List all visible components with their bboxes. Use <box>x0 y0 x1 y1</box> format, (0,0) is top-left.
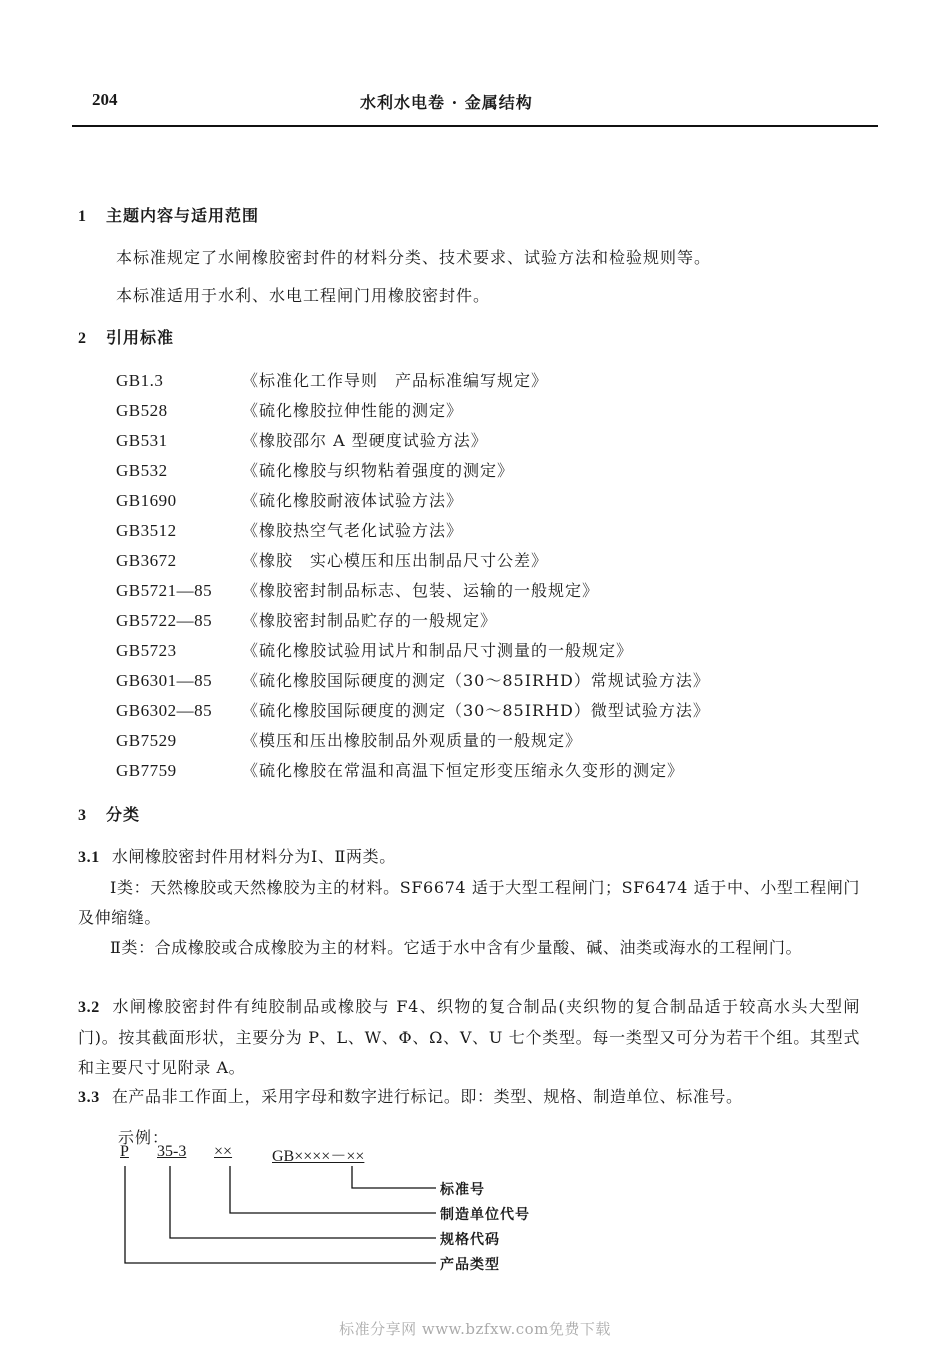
reference-title: 《硫化橡胶耐液体试验方法》 <box>242 491 464 510</box>
section-2-title: 引用标准 <box>106 328 175 347</box>
reference-title: 《标准化工作导则 产品标准编写规定》 <box>242 371 549 390</box>
reference-title: 《硫化橡胶在常温和高温下恒定形变压缩永久变形的测定》 <box>242 761 685 780</box>
reference-code: GB5722—85 <box>116 611 213 630</box>
reference-title: 《硫化橡胶拉伸性能的测定》 <box>242 401 464 420</box>
reference-title: 《橡胶邵尔 A 型硬度试验方法》 <box>242 431 488 450</box>
reference-title: 《硫化橡胶国际硬度的测定（30～85IRHD）常规试验方法》 <box>242 671 710 690</box>
reference-code: GB1.3 <box>116 371 164 390</box>
reference-code: GB3512 <box>116 521 177 540</box>
section-1-paragraph-2: 本标准适用于水利、水电工程闸门用橡胶密封件。 <box>116 286 491 305</box>
reference-code: GB5723 <box>116 641 177 660</box>
clause-3-1-type-1: Ⅰ类：天然橡胶或天然橡胶为主的材料。SF6674 适于大型工程闸门；SF6474 适于中、小型工程闸门及伸缩缝。 <box>78 878 860 927</box>
reference-code: GB6302—85 <box>116 701 213 720</box>
clause-3-2-number: 3.2 <box>78 999 100 1016</box>
clause-3-1-text: 水闸橡胶密封件用材料分为Ⅰ、Ⅱ两类。 <box>111 847 396 866</box>
leader-spec-code <box>170 1166 436 1238</box>
watermark: 标准分享网 www.bzfxw.com免费下载 <box>339 1320 611 1338</box>
reference-code: GB7759 <box>116 761 177 780</box>
section-1-paragraph-1: 本标准规定了水闸橡胶密封件的材料分类、技术要求、试验方法和检验规则等。 <box>116 248 712 267</box>
reference-title: 《硫化橡胶与织物粘着强度的测定》 <box>242 461 515 480</box>
section-3-number: 3 <box>78 807 87 824</box>
clause-3-3-text: 在产品非工作面上，采用字母和数字进行标记。即：类型、规格、制造单位、标准号。 <box>111 1087 743 1106</box>
label-standard-number: 标准号 <box>440 1182 485 1198</box>
reference-code: GB528 <box>116 401 168 420</box>
reference-code: GB5721—85 <box>116 581 213 600</box>
section-1-number: 1 <box>78 208 87 225</box>
reference-code: GB3672 <box>116 551 177 570</box>
example-spec-code: 35-3 <box>157 1143 187 1160</box>
reference-code: GB532 <box>116 461 168 480</box>
leader-standard-number <box>352 1166 436 1188</box>
reference-code: GB6301—85 <box>116 671 213 690</box>
example-type-code: P <box>120 1143 129 1160</box>
section-3-title: 分类 <box>106 805 141 824</box>
section-2-number: 2 <box>78 330 87 347</box>
reference-code: GB1690 <box>116 491 177 510</box>
reference-title: 《橡胶热空气老化试验方法》 <box>242 521 464 540</box>
page-number: 204 <box>92 90 118 109</box>
running-title: 水利水电卷 · 金属结构 <box>360 93 533 112</box>
reference-title: 《橡胶密封制品贮存的一般规定》 <box>242 611 498 630</box>
section-1-title: 主题内容与适用范围 <box>106 206 260 225</box>
reference-title: 《橡胶 实心模压和压出制品尺寸公差》 <box>242 551 549 570</box>
label-product-type: 产品类型 <box>440 1257 500 1273</box>
clause-3-3-number: 3.3 <box>78 1089 100 1106</box>
clause-3-1-type-2: Ⅱ类：合成橡胶或合成橡胶为主的材料。它适于水中含有少量酸、碱、油类或海水的工程闸门。 <box>110 938 803 957</box>
clause-3-2-text: 水闸橡胶密封件有纯胶制品或橡胶与 F4、织物的复合制品(夹织物的复合制品适于较高水头大型闸门)。按其截面形状，主要分为 P、L、W、Φ、Ω、V、U 七个类型。每一类型又可分为若干个组。其型式和主要尺寸见附录 A。 <box>78 997 860 1077</box>
leader-manufacturer-code <box>230 1166 436 1213</box>
reference-title: 《硫化橡胶国际硬度的测定（30～85IRHD）微型试验方法》 <box>242 701 710 720</box>
leader-product-type <box>125 1166 436 1263</box>
label-manufacturer-code: 制造单位代号 <box>440 1207 530 1223</box>
reference-code: GB531 <box>116 431 168 450</box>
example-label: 示例： <box>118 1128 170 1147</box>
reference-title: 《硫化橡胶试验用试片和制品尺寸测量的一般规定》 <box>242 641 634 660</box>
clause-3-1-number: 3.1 <box>78 849 100 866</box>
reference-code: GB7529 <box>116 731 177 750</box>
label-spec-code: 规格代码 <box>440 1232 500 1248</box>
reference-title: 《模压和压出橡胶制品外观质量的一般规定》 <box>242 731 583 750</box>
example-manufacturer-code: ×× <box>214 1143 233 1160</box>
example-standard-code: GB××××－×× <box>272 1148 365 1165</box>
reference-title: 《橡胶密封制品标志、包装、运输的一般规定》 <box>242 581 600 600</box>
